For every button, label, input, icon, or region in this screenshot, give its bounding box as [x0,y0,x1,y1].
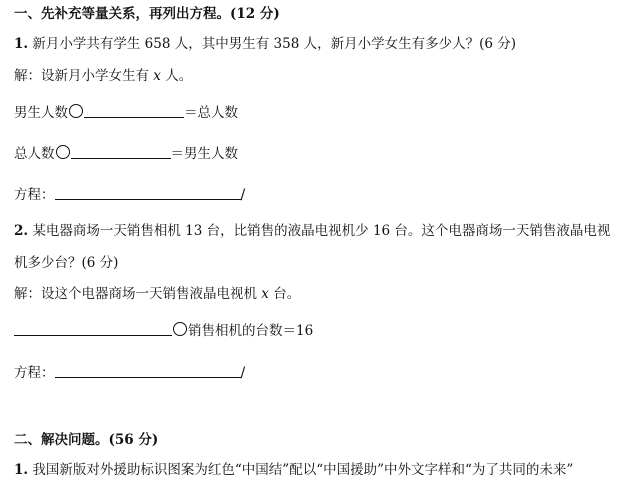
relation-3-right: 销售相机的台数＝16 [188,323,314,339]
question-2-text-line-1: 某电器商场一天销售相机 13 台，比销售的液晶电视机少 16 台。这个电器商场一天销售液晶电视 [32,223,611,239]
solution-suffix: 台。 [273,286,301,302]
relation-1-left: 男生人数 [14,105,68,121]
question-2-number: 2. [14,223,29,239]
relation-1 [14,104,238,122]
relation-2-left: 总人数 [14,146,55,162]
equation-2 [14,364,245,382]
equation-label: 方程： [14,365,55,381]
solution-suffix: 人。 [165,68,193,84]
section-2-title: 二、解决问题。(56 分) [14,432,159,448]
question-number: 1. [14,462,29,478]
question-2-line-1 [14,222,610,240]
section-2-question-1 [14,461,573,479]
equation-2-end-mark: / [240,365,246,381]
question-2-line-2: 机多少台？(6 分) [14,255,119,271]
relation-2-right: ＝男生人数 [170,146,238,162]
variable-x: x [153,68,161,84]
relation-1-blank[interactable] [84,104,184,118]
question-1-text: 新月小学共有学生 658 人，其中男生有 358 人，新月小学女生有多少人？(6 分) [32,36,517,52]
question-2-solution-setup [14,285,300,303]
variable-x: x [261,286,269,302]
relation-2 [14,145,238,163]
section-1-title: 一、先补充等量关系，再列出方程。(12 分) [14,6,280,22]
section-2-question-1-text: 我国新版对外援助标识图案为红色“中国结”配以“中国援助”中外文字样和“为了共同的未来” [32,462,574,478]
relation-3-blank[interactable] [14,322,172,336]
operator-circle[interactable] [173,322,187,336]
operator-circle[interactable] [69,104,83,118]
question-1 [14,35,516,53]
relation-2-blank[interactable] [71,145,171,159]
equation-1-end-mark: / [240,187,246,203]
relation-3 [14,322,313,340]
solution-prefix: 解：设这个电器商场一天销售液晶电视机 [14,286,257,302]
operator-circle[interactable] [56,145,70,159]
relation-1-right: ＝总人数 [184,105,238,121]
equation-1 [14,186,245,204]
equation-label: 方程： [14,187,55,203]
equation-2-blank[interactable] [55,364,241,378]
question-1-solution-setup [14,67,192,85]
solution-prefix: 解：设新月小学女生有 [14,68,149,84]
question-1-number: 1. [14,36,29,52]
equation-1-blank[interactable] [55,186,241,200]
